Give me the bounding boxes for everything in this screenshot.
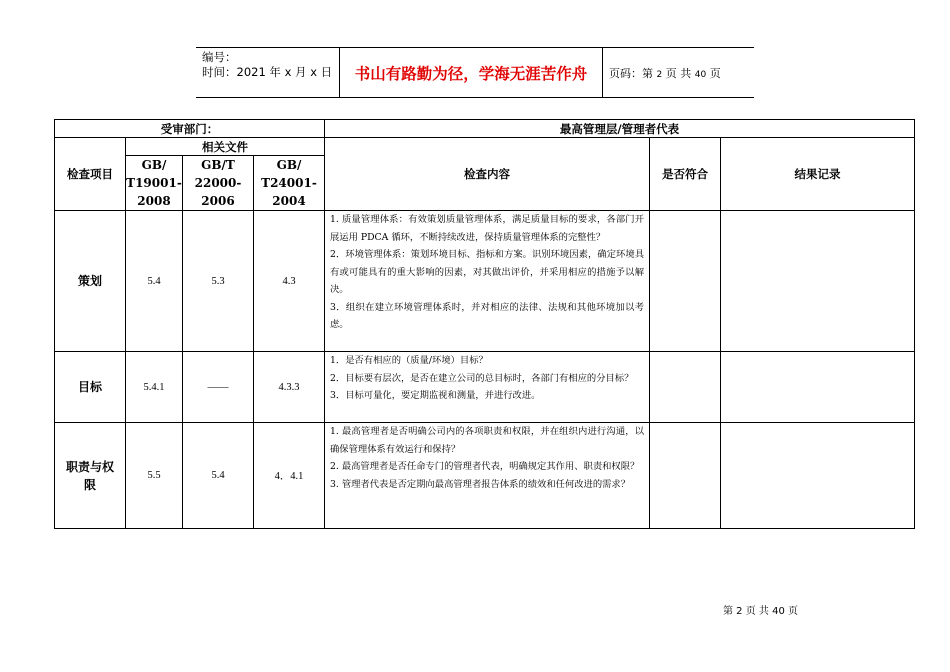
std-line: GB/: [276, 158, 302, 172]
clause-cell: 5.5: [126, 423, 183, 529]
std-header-gb22000: [183, 156, 254, 211]
clause-cell: 5.4.1: [126, 352, 183, 423]
clause-cell: 5.3: [183, 211, 254, 352]
page-current: 2: [656, 70, 663, 80]
page-label: 页码：第: [609, 67, 653, 80]
header-page-number: [609, 65, 721, 81]
item-cell: 策划: [55, 211, 126, 352]
header-divider: [602, 48, 603, 97]
col-item-header: 检查项目: [55, 138, 126, 211]
content-line: 1. 质量管理体系：有效策划质量管理体系，满足质量目标的要求，各部门开展运用 PDCA 循环，不断持续改进，保持质量管理体系的完整性？: [330, 214, 644, 243]
std-line: GB/T: [201, 158, 235, 172]
table-row: [55, 120, 915, 138]
col-content-header: 检查内容: [325, 138, 650, 211]
clause-cell: 4.3: [254, 211, 325, 352]
std-line: GB/: [141, 158, 167, 172]
conform-cell[interactable]: [650, 211, 721, 352]
content-line: 2．环境管理体系：策划环境目标、指标和方案。识别环境因素，确定环境具有或可能具有的重大影响的因素，对其做出评价，并采用相应的措施予以解决。: [330, 249, 644, 295]
page-total: 40: [694, 70, 707, 80]
std-header-gb19001: [126, 156, 183, 211]
clause-cell: 5.4: [126, 211, 183, 352]
result-cell[interactable]: [721, 352, 915, 423]
content-line: 3．目标可量化，要定期监视和测量，并进行改进。: [330, 390, 541, 401]
col-conform-header: 是否符合: [650, 138, 721, 211]
item-cell: [55, 423, 126, 529]
table-row: [55, 423, 915, 529]
table-row: [55, 211, 915, 352]
content-line: 2．目标要有层次，是否在建立公司的总目标时，各部门有相应的分目标？: [330, 372, 634, 384]
conform-cell[interactable]: [650, 352, 721, 423]
clause-cell: 4．4.1: [254, 423, 325, 529]
content-line: 3. 管理者代表是否定期向最高管理者报告体系的绩效和任何改进的需求？: [330, 478, 631, 490]
content-line: 1．是否有相应的（质量/环境）目标？: [330, 355, 488, 366]
col-related-header: 相关文件: [126, 138, 325, 156]
item-text: 职责与权限: [65, 459, 114, 492]
content-cell: [325, 423, 650, 529]
conform-cell[interactable]: [650, 423, 721, 529]
page-footer: 第 2 页 共 40 页: [723, 606, 798, 617]
result-cell[interactable]: [721, 423, 915, 529]
result-cell[interactable]: [721, 211, 915, 352]
dept-label: 受审部门：: [55, 120, 325, 138]
manager-label: 最高管理层/管理者代表: [325, 120, 915, 138]
audit-checklist-table: [54, 119, 915, 529]
std-header-gb24001: [254, 156, 325, 211]
content-line: 1. 最高管理者是否明确公司内的各项职责和权限，并在组织内进行沟通，以确保管理体系有效运行和保持？: [330, 426, 644, 455]
table-row: [55, 352, 915, 423]
std-line: T19001-: [126, 176, 182, 190]
content-cell: [325, 352, 650, 423]
content-cell: [325, 211, 650, 352]
clause-cell: 4.3.3: [254, 352, 325, 423]
content-line: 2. 最高管理者是否任命专门的管理者代表，明确规定其作用、职责和权限？: [330, 461, 640, 472]
page-mid: 页 共: [665, 67, 692, 80]
document-header: [196, 47, 754, 98]
std-line: 2004: [272, 194, 306, 208]
number-label: 编号：: [202, 50, 237, 64]
std-line: 2008: [137, 194, 171, 208]
clause-cell: 5.4: [183, 423, 254, 529]
table-row: [55, 138, 915, 156]
clause-cell: ——: [183, 352, 254, 423]
header-meta: [202, 50, 332, 80]
item-cell: 目标: [55, 352, 126, 423]
time-label: 时间：2021 年 x 月 x 日: [202, 65, 333, 79]
col-result-header: 结果记录: [721, 138, 915, 211]
content-line: 3．组织在建立环境管理体系时，并对相应的法律、法规和其他环境加以考虑。: [330, 301, 644, 330]
page-end: 页: [709, 67, 721, 80]
header-motto: 书山有路勤为径，学海无涯苦作舟: [354, 65, 588, 83]
std-line: T24001-: [261, 176, 317, 190]
std-line: 22000-2006: [194, 176, 242, 208]
